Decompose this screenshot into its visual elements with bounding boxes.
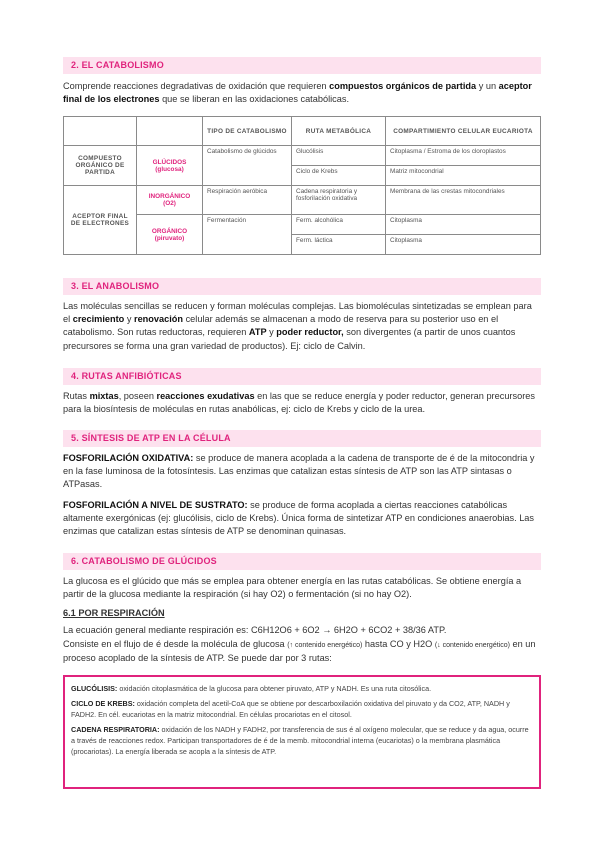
text: se produce de manera acoplada a la cadena de transporte de é de la mitocondria y en la fase luminosa de la fotosíntesis. Las enzimas que catalizan estas síntesis de ATP son las ATP sintasas o ATPasas. <box>63 453 535 490</box>
sublabel: (piruvato) <box>154 234 185 242</box>
text: oxidación completa del acetil-CoA que se obtiene por descarboxilación oxidativa del piruvato y da CO2, ATP, NADH y FADH2. En cél. eucariotas en la matriz mitocondrial. En células procariotas en el citosol. <box>71 699 510 719</box>
cell-ruta: Ferm. alcohólica <box>292 215 386 235</box>
text: Rutas <box>63 391 90 401</box>
text: en las que se reduce energía y poder reductor, generan precursores para la biosíntesis de moléculas en rutas anabólicas, ej: ciclo de Krebs y ciclo de la urea. <box>63 391 535 415</box>
cell-comp: Citoplasma <box>386 215 541 235</box>
sublabel: (O2) <box>163 200 176 207</box>
sublabel: (glucosa) <box>155 165 184 173</box>
cell-comp: Citoplasma / Estroma de los cloroplastos <box>386 146 541 166</box>
bold-term: ATP <box>248 327 267 338</box>
section-title-catabolismo: 2. EL CATABOLISMO <box>63 57 541 74</box>
text: son divergentes (a partir de unos cuantos precursores se forma una gran variedad de productos). Ej: ciclo de Calvin. <box>63 327 516 351</box>
ecuacion-respiracion: La ecuación general mediante respiración es: C6H12O6 + 6O2 → 6H2O + 6CO2 + 38/36 ATP. <box>63 625 447 635</box>
section-title-anabolismo: 3. EL ANABOLISMO <box>63 278 541 295</box>
bold-term: CADENA RESPIRATORIA: <box>71 725 160 734</box>
row-label-aceptor: ACEPTOR FINAL DE ELECTRONES <box>64 186 137 255</box>
label: INORGÁNICO <box>148 193 191 200</box>
catabolismo-table <box>63 116 541 255</box>
table-corner <box>64 117 137 146</box>
table-corner <box>137 117 203 146</box>
subsection-respiracion <box>63 607 541 620</box>
text: y <box>124 314 134 325</box>
section-title-glucidos: 6. CATABOLISMO DE GLÚCIDOS <box>63 553 541 570</box>
row-label-compuesto: COMPUESTO ORGÁNICO DE PARTIDA <box>64 146 137 186</box>
box-cadena <box>71 724 533 757</box>
bold-term: GLUCÓLISIS: <box>71 684 118 693</box>
text: , poseen <box>118 391 157 401</box>
cell-organico <box>137 215 203 255</box>
box-krebs <box>71 698 533 720</box>
bold-term: mixtas <box>89 391 119 401</box>
anabolismo-text <box>63 300 541 353</box>
cell-comp: Matriz mitocondrial <box>386 166 541 186</box>
text: que se liberan en las oxidaciones catabólicas. <box>159 94 349 105</box>
cell-ruta: Cadena respiratoria y fosforilación oxidativa <box>292 186 386 215</box>
section-title-anfibioticas: 4. RUTAS ANFIBIÓTICAS <box>63 368 541 385</box>
fosforilacion-oxidativa <box>63 452 541 492</box>
bold-term: FOSFORILACIÓN A NIVEL DE SUSTRATO: <box>63 500 248 510</box>
text: Comprende reacciones degradativas de oxidación que requieren <box>63 81 330 91</box>
bold-term: renovación <box>134 314 184 325</box>
text: y <box>266 327 277 338</box>
cell-comp: Citoplasma <box>386 235 541 255</box>
header-tipo: TIPO DE CATABOLISMO <box>203 117 292 146</box>
text: Las moléculas sencillas se reducen y forman moléculas complejas. Las biomoléculas sintetizadas se emplean para el <box>63 301 532 325</box>
section-title-atp: 5. SÍNTESIS DE ATP EN LA CÉLULA <box>63 430 541 447</box>
text: Consiste en el flujo de é desde la molécula de glucosa <box>63 639 288 649</box>
flujo-text <box>63 638 541 665</box>
text: oxidación de los NADH y FADH2, por transferencia de sus é al oxígeno molecular, que se reduce y da agua, ocurre a través de reacciones redox. Participan transportadores de é de la memb. mitocondrial interna (eucariotas) o la membrana plasmática (procariotas). La energía liberada se acopla a la síntesis de ATP. <box>71 725 529 756</box>
catabolismo-intro <box>63 80 541 106</box>
cell-ruta: Glucólisis <box>292 146 386 166</box>
subsection-title: 6.1 POR RESPIRACIÓN <box>63 608 165 618</box>
text: celular además se almacenan a modo de reserva para su posterior uso en el catabolismo. Son rutas reductoras, requieren <box>63 314 499 338</box>
cell-tipo: Respiración aeróbica <box>203 186 292 215</box>
bold-term: compuestos orgánicos de partida <box>329 81 477 91</box>
box-glucolisis <box>71 683 533 694</box>
rutas-box <box>63 675 541 789</box>
anfibioticas-text <box>63 390 541 416</box>
glucidos-intro: La glucosa es el glúcido que más se emplea para obtener energía en las rutas catabólicas. Se obtiene energía a partir de la glucosa mediante la respiración (si hay O2) o fermentación (si no hay O2). <box>63 576 522 600</box>
label: GLÚCIDOS <box>152 158 187 166</box>
cell-comp: Membrana de las crestas mitocondriales <box>386 186 541 215</box>
text: oxidación citoplasmática de la glucosa para obtener piruvato, ATP y NADH. Es una ruta citosólica. <box>117 684 432 693</box>
small-note: (↑ contenido energético) <box>287 642 363 649</box>
cell-tipo: Catabolismo de glúcidos <box>203 146 292 186</box>
text: se produce de forma acoplada a ciertas reacciones catabólicas altamente exergónicas (ej: glucólisis, ciclo de Krebs). Única forma de sintetizar ATP en condiciones anaerobias. Las enzimas que catalizan estas síntesis de ATP se denominan quinasas. <box>63 500 535 537</box>
cell-tipo: Fermentación <box>203 215 292 255</box>
bold-term: CICLO DE KREBS: <box>71 699 135 708</box>
text: hasta CO y H2O <box>362 639 435 649</box>
cell-glucidos <box>137 146 203 186</box>
label: ORGÁNICO <box>151 227 188 235</box>
bold-term: reacciones exudativas <box>156 391 255 401</box>
cell-inorganico <box>137 186 203 215</box>
text: en un proceso acoplado de la síntesis de ATP. Se puede dar por 3 rutas: <box>63 639 536 664</box>
small-note: (↓ contenido energético) <box>434 642 510 649</box>
bold-term: FOSFORILACIÓN OXIDATIVA: <box>63 453 194 463</box>
bold-term: poder reductor, <box>276 327 344 338</box>
text: y un <box>476 81 499 91</box>
bold-term: crecimiento <box>72 314 125 325</box>
cell-ruta: Ciclo de Krebs <box>292 166 386 186</box>
cell-ruta: Ferm. láctica <box>292 235 386 255</box>
bold-term: aceptor final de los electrones <box>63 81 532 105</box>
fosforilacion-sustrato <box>63 499 541 539</box>
header-compartimiento: COMPARTIMIENTO CELULAR EUCARIOTA <box>386 117 541 146</box>
header-ruta: RUTA METABÓLICA <box>292 117 386 146</box>
